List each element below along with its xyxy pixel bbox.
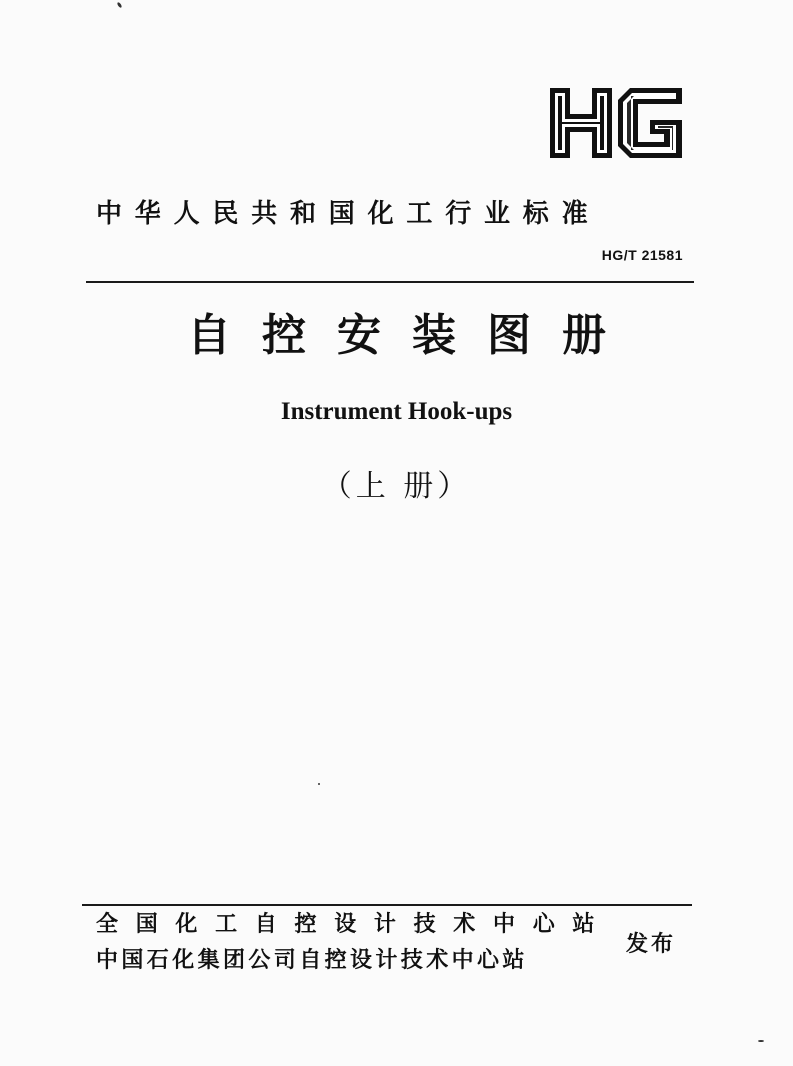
footer-divider <box>82 904 692 906</box>
hg-logo <box>546 86 686 160</box>
publisher-line-1: 全国化工自控设计技术中心站 <box>96 912 613 937</box>
scan-speck <box>318 783 320 785</box>
volume-label: （上 册） <box>321 469 472 504</box>
header-divider <box>86 281 694 283</box>
publisher-line-2: 中国石化集团公司自控设计技术中心站 <box>96 948 528 973</box>
hg-logo-letter-g <box>618 88 682 158</box>
scan-speck <box>117 2 123 9</box>
issued-label: 发布 <box>626 932 677 957</box>
hg-logo-letter-h <box>550 88 612 158</box>
standard-code: HG/T 21581 <box>601 247 683 263</box>
document-title-english: Instrument Hook-ups <box>280 398 513 425</box>
document-title-chinese: 自控安装图册 <box>187 310 637 361</box>
scan-speck <box>758 1040 764 1042</box>
hg-logo-text: HG <box>546 86 548 87</box>
standard-body-title: 中华人民共和国化工行业标准 <box>96 199 601 229</box>
